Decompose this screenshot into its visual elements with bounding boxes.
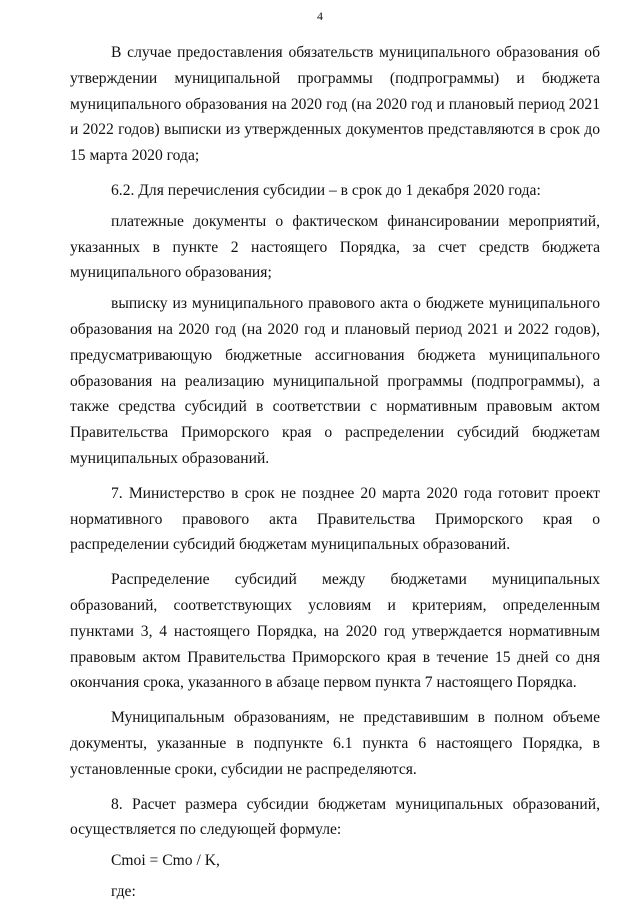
paragraph-not-distributed: Муниципальным образованиям, не представившим в полном объеме документы, указанные в подпункте 6.1 пункта 6 настоящего Порядка, в установленные сроки, субсидии не распределяются. bbox=[70, 709, 600, 778]
paragraph-6-2-heading: 6.2. Для перечисления субсидии – в срок до 1 декабря 2020 года: bbox=[111, 181, 541, 199]
document-body bbox=[70, 40, 600, 905]
formula-where: где: bbox=[111, 882, 136, 900]
formula: Cmoi = Cmo / K, bbox=[111, 852, 220, 870]
paragraph-7-ministry: 7. Министерство в срок не позднее 20 марта 2020 года готовит проект нормативного правового акта Правительства Приморского края о распределении субсидий бюджетам муниципальных образований. bbox=[70, 484, 600, 554]
paragraph-payment-documents: платежные документы о фактическом финансировании мероприятий, указанных в пункте 2 настоящего Порядка, за счет средств бюджета муниципального образования; bbox=[70, 212, 600, 282]
paragraph-documents-deadline: В случае предоставления обязательств муниципального образования об утверждении муниципальной программы (подпрограммы) и бюджета муниципального образования на 2020 год (на 2020 год и плановый период 2021 и 2022 годов) выписки из утвержденных документов представляются в срок до 15 марта 2020 года; bbox=[70, 44, 600, 165]
page-number: 4 bbox=[317, 9, 323, 23]
paragraph-budget-extract: выписку из муниципального правового акта о бюджете муниципального образования на 2020 год (на 2020 год и плановый период 2021 и 2022 годов), предусматривающую бюджетные ассигнования бюджета муниципального образования на реализацию муниципальной программы (подпрограммы), а также средства субсидий в соответствии с нормативным правовым актом Правительства Приморского края о распределении субсидий бюджетам муниципальных образований. bbox=[70, 295, 600, 467]
paragraph-8-calculation: 8. Расчет размера субсидии бюджетам муниципальных образований, осуществляется по следующей формуле: bbox=[70, 795, 600, 839]
paragraph-distribution: Распределение субсидий между бюджетами муниципальных образований, соответствующих условиям и критериям, определенным пунктами 3, 4 настоящего Порядка, на 2020 год утверждается нормативным правовым актом Правительства Приморского края в течение 15 дней со дня окончания срока, указанного в абзаце первом пункта 7 настоящего Порядка. bbox=[70, 571, 600, 692]
